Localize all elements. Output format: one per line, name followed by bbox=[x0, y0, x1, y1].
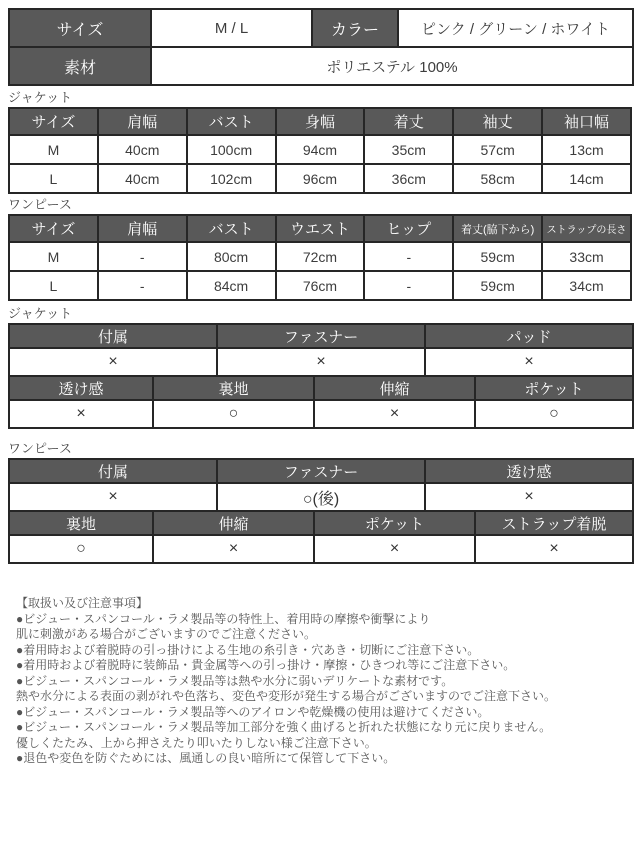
table-row bbox=[9, 135, 631, 164]
size-cell: 36cm bbox=[364, 164, 453, 193]
jacket-size-section-label: ジャケット bbox=[8, 90, 73, 105]
feature-flag-cell: ○ bbox=[9, 535, 153, 563]
size-cell: 33cm bbox=[542, 242, 631, 271]
size-cell: 57cm bbox=[453, 135, 542, 164]
col-header: 裏地 bbox=[153, 376, 314, 400]
col-header: 裏地 bbox=[9, 511, 153, 535]
col-header: 肩幅 bbox=[98, 215, 187, 242]
onepiece-size-table bbox=[8, 214, 632, 301]
col-header: 透け感 bbox=[425, 459, 633, 483]
feature-flag-cell: × bbox=[9, 400, 153, 428]
col-header: パッド bbox=[425, 324, 633, 348]
table-header-row bbox=[9, 459, 633, 483]
notes-title: 【取扱い及び注意事項】 bbox=[16, 596, 149, 610]
material-value-cell: ポリエステル 100% bbox=[151, 47, 633, 85]
jacket-features-section-label: ジャケット bbox=[8, 306, 73, 321]
table-row bbox=[9, 535, 633, 563]
table-row bbox=[9, 400, 633, 428]
col-header: バスト bbox=[187, 108, 276, 135]
table-header-row bbox=[9, 108, 631, 135]
onepiece-features-section-label: ワンピース bbox=[8, 441, 72, 456]
onepiece-size-section-label: ワンピース bbox=[8, 197, 72, 212]
table-row bbox=[9, 348, 633, 376]
note-line: ●着用時および着脱時に装飾品・貴金属等への引っ掛け・摩擦・ひきつれ等にご注意下さい。 bbox=[16, 658, 516, 672]
color-label-cell: カラー bbox=[312, 9, 398, 47]
col-header: ポケット bbox=[314, 511, 475, 535]
size-cell: 94cm bbox=[276, 135, 365, 164]
table-header-row bbox=[9, 511, 633, 535]
col-header: 付属 bbox=[9, 459, 217, 483]
col-header: バスト bbox=[187, 215, 276, 242]
table-row bbox=[9, 164, 631, 193]
col-header: 袖丈 bbox=[453, 108, 542, 135]
feature-flag-cell: × bbox=[314, 535, 475, 563]
note-line: ●ビジュー・スパンコール・ラメ製品等へのアイロンや乾燥機の使用は避けてください。 bbox=[16, 704, 490, 719]
col-header: ヒップ bbox=[364, 215, 453, 242]
note-line: ●ビジュー・スパンコール・ラメ製品等は熱や水分に弱いデリケートな素材です。 bbox=[16, 673, 454, 688]
size-value-cell: M / L bbox=[151, 9, 312, 47]
size-cell: 72cm bbox=[276, 242, 365, 271]
note-line: 熱や水分による表面の剥がれや色落ち、変色や変形が発生する場合がございますのでご注意下さい。 bbox=[16, 689, 557, 703]
col-header: 伸縮 bbox=[153, 511, 314, 535]
jacket-size-table bbox=[8, 107, 632, 194]
col-header: 袖口幅 bbox=[542, 108, 631, 135]
size-cell: - bbox=[98, 242, 187, 271]
size-cell: 35cm bbox=[364, 135, 453, 164]
col-header: ストラップの長さ bbox=[542, 215, 631, 242]
size-cell: M bbox=[9, 242, 98, 271]
col-header: 身幅 bbox=[276, 108, 365, 135]
col-header: ストラップ着脱 bbox=[475, 511, 633, 535]
table-row bbox=[9, 47, 633, 85]
size-cell: L bbox=[9, 271, 98, 300]
size-cell: 59cm bbox=[453, 242, 542, 271]
feature-flag-cell: × bbox=[9, 348, 217, 376]
size-cell: 100cm bbox=[187, 135, 276, 164]
note-line: 肌に刺激がある場合がございますのでご注意ください。 bbox=[16, 627, 317, 641]
feature-flag-cell: ○ bbox=[475, 400, 633, 428]
table-row bbox=[9, 483, 633, 511]
feature-flag-cell: × bbox=[314, 400, 475, 428]
onepiece-features-table bbox=[8, 458, 632, 564]
jacket-features-table bbox=[8, 323, 632, 429]
color-value-cell: ピンク / グリーン / ホワイト bbox=[398, 9, 633, 47]
size-cell: 84cm bbox=[187, 271, 276, 300]
size-label-cell: サイズ bbox=[9, 9, 151, 47]
size-cell: 102cm bbox=[187, 164, 276, 193]
table-header-row bbox=[9, 376, 633, 400]
spec-table bbox=[8, 8, 634, 86]
size-cell: 40cm bbox=[98, 135, 187, 164]
size-cell: L bbox=[9, 164, 98, 193]
note-line: ●着用時および着脱時の引っ掛けによる生地の糸引き・穴あき・切断にご注意下さい。 bbox=[16, 642, 480, 657]
note-line: ●ビジュー・スパンコール・ラメ製品等の特性上、着用時の摩擦や衝撃により bbox=[16, 611, 431, 626]
size-cell: 40cm bbox=[98, 164, 187, 193]
size-cell: 80cm bbox=[187, 242, 276, 271]
feature-flag-cell: × bbox=[475, 535, 633, 563]
size-cell: - bbox=[98, 271, 187, 300]
size-cell: 59cm bbox=[453, 271, 542, 300]
size-cell: 14cm bbox=[542, 164, 631, 193]
handling-notes bbox=[8, 596, 632, 767]
note-line: ●退色や変色を防ぐためには、風通しの良い暗所にて保管して下さい。 bbox=[16, 751, 396, 765]
onepiece-features-lower bbox=[8, 510, 634, 564]
feature-flag-cell: ○ bbox=[153, 400, 314, 428]
size-cell: 13cm bbox=[542, 135, 631, 164]
jacket-features-lower bbox=[8, 375, 634, 429]
feature-flag-cell: × bbox=[153, 535, 314, 563]
size-cell: 34cm bbox=[542, 271, 631, 300]
size-cell: - bbox=[364, 242, 453, 271]
col-header: サイズ bbox=[9, 215, 98, 242]
col-header: ウエスト bbox=[276, 215, 365, 242]
table-row bbox=[9, 9, 633, 47]
feature-flag-cell: × bbox=[425, 348, 633, 376]
feature-flag-cell: × bbox=[217, 348, 425, 376]
material-label-cell: 素材 bbox=[9, 47, 151, 85]
col-header: 透け感 bbox=[9, 376, 153, 400]
feature-flag-cell: × bbox=[425, 483, 633, 511]
feature-flag-cell: ○(後) bbox=[217, 483, 425, 511]
col-header: ファスナー bbox=[217, 324, 425, 348]
col-header: 伸縮 bbox=[314, 376, 475, 400]
note-line: 優しくたたみ、上から押さえたり叩いたりしない様ご注意下さい。 bbox=[16, 735, 377, 750]
jacket-features-upper bbox=[8, 323, 634, 377]
col-header: 着丈(脇下から) bbox=[453, 215, 542, 242]
col-header: ファスナー bbox=[217, 459, 425, 483]
size-cell: M bbox=[9, 135, 98, 164]
table-header-row bbox=[9, 215, 631, 242]
note-line: ●ビジュー・スパンコール・ラメ製品等加工部分を強く曲げると折れた状態になり元に戻りません。 bbox=[16, 720, 552, 734]
feature-flag-cell: × bbox=[9, 483, 217, 511]
col-header: 肩幅 bbox=[98, 108, 187, 135]
size-cell: 96cm bbox=[276, 164, 365, 193]
size-cell: 76cm bbox=[276, 271, 365, 300]
table-header-row bbox=[9, 324, 633, 348]
size-cell: - bbox=[364, 271, 453, 300]
col-header: 付属 bbox=[9, 324, 217, 348]
col-header: 着丈 bbox=[364, 108, 453, 135]
size-cell: 58cm bbox=[453, 164, 542, 193]
table-row bbox=[9, 271, 631, 300]
onepiece-features-upper bbox=[8, 458, 634, 512]
table-row bbox=[9, 242, 631, 271]
col-header: サイズ bbox=[9, 108, 98, 135]
col-header: ポケット bbox=[475, 376, 633, 400]
